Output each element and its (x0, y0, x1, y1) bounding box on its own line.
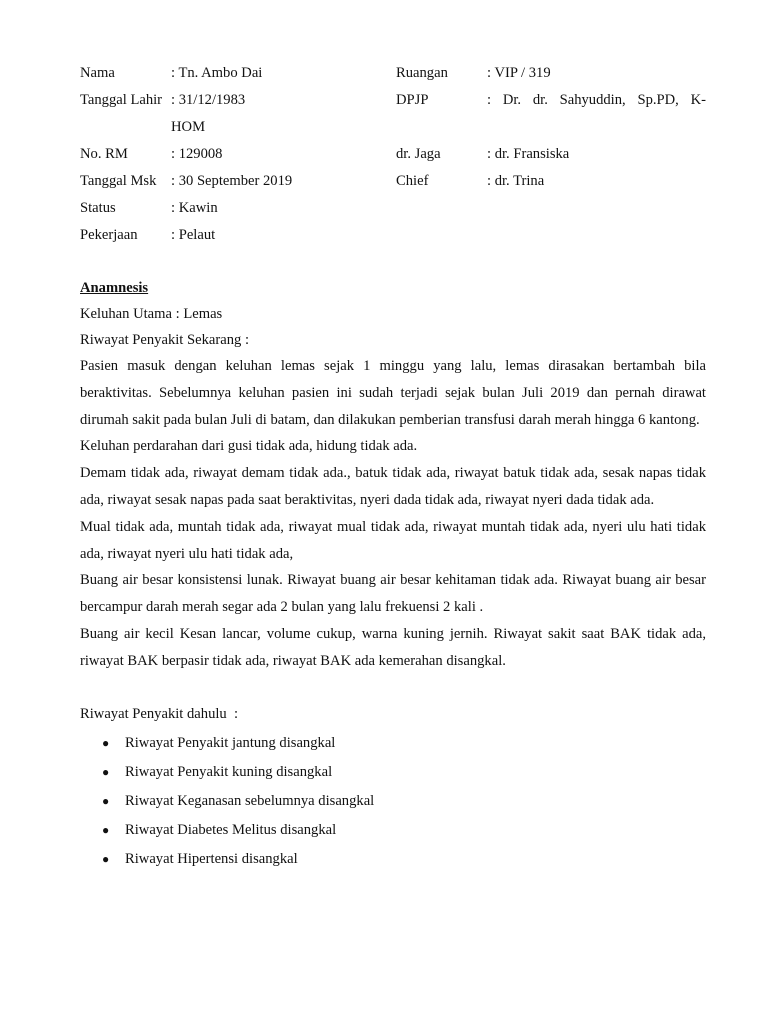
field-value: : Pelaut (171, 227, 216, 243)
patient-identity (80, 60, 706, 250)
field-value: : VIP / 319 (487, 65, 551, 81)
bullet-icon: ● (102, 764, 110, 779)
identity-row-tanggal-masuk (80, 168, 380, 195)
identity-row-status (80, 195, 380, 222)
field-label: Tanggal Lahir (80, 92, 163, 108)
list-item: ● Riwayat Keganasan sebelumnya disangkal (102, 787, 706, 816)
field-label: Pekerjaan (80, 227, 138, 243)
rps-paragraph: Keluhan perdarahan dari gusi tidak ada, hidung tidak ada. (80, 438, 418, 455)
field-value: : 129008 (171, 146, 223, 162)
identity-row-dpjp (396, 87, 706, 114)
rps-paragraph: Mual tidak ada, muntah tidak ada, riwayat mual tidak ada, riwayat muntah tidak ada, nyeri ulu hati tidak ada, riwayat nyeri ulu hati tidak ada, (80, 518, 706, 562)
field-label: No. RM (80, 146, 128, 162)
field-value: : 31/12/1983 (171, 92, 246, 108)
bullet-icon: ● (102, 793, 110, 808)
list-item: ● Riwayat Penyakit kuning disangkal (102, 758, 706, 787)
document-page (80, 60, 706, 874)
field-label: Nama (80, 65, 115, 81)
field-label: Chief (396, 173, 429, 189)
field-value: : dr. Fransiska (487, 146, 570, 162)
field-label: DPJP (396, 92, 429, 108)
field-value: : Tn. Ambo Dai (171, 65, 263, 81)
field-value: : Dr. dr. Sahyuddin, Sp.PD, K- (487, 92, 706, 108)
rps-label: Riwayat Penyakit Sekarang : (80, 332, 250, 348)
identity-row-ruangan (396, 60, 706, 87)
list-item: ● Riwayat Hipertensi disangkal (102, 845, 706, 874)
bullet-icon: ● (102, 822, 110, 837)
identity-row-tanggal-lahir (80, 87, 380, 114)
rps-paragraph: Buang air kecil Kesan lancar, volume cukup, warna kuning jernih. Riwayat sakit saat BAK tidak ada, riwayat BAK berpasir tidak ada, riwayat BAK ada kemerahan disangkal. (80, 625, 706, 669)
rpd-label: Riwayat Penyakit dahulu : (80, 705, 239, 722)
field-label: dr. Jaga (396, 146, 441, 162)
rps-paragraph: Pasien masuk dengan keluhan lemas sejak 1 minggu yang lalu, lemas dirasakan bertambah bila beraktivitas. Sebelumnya keluhan pasien ini sudah terjadi sejak bulan Juli 2019 dan pernah dirawat dirumah sakit pada bulan Juli di batam, dan dilakukan pemberian transfusi darah merah hingga 6 kantong. (80, 358, 706, 428)
identity-row-no-rm (80, 141, 380, 168)
identity-row-chief (396, 168, 706, 195)
field-label: Ruangan (396, 65, 448, 81)
identity-row-blank (396, 114, 706, 141)
identity-row-pekerjaan (80, 222, 380, 249)
bullet-icon: ● (102, 735, 110, 750)
rps-paragraph: Demam tidak ada, riwayat demam tidak ada., batuk tidak ada, riwayat batuk tidak ada, sesak napas tidak ada, riwayat sesak napas pada saat beraktivitas, nyeri dada tidak ada, riwayat nyeri dada tidak ada. (80, 465, 706, 508)
field-label: Status (80, 200, 116, 216)
bullet-icon: ● (102, 851, 110, 866)
list-item: ● Riwayat Diabetes Melitus disangkal (102, 816, 706, 845)
rps-paragraph: Buang air besar konsistensi lunak. Riwayat buang air besar kehitaman tidak ada. Riwayat buang air besar bercampur darah merah segar ada 2 bulan yang lalu frekuensi 2 kali . (80, 572, 706, 616)
dpjp-continuation: HOM (171, 119, 206, 135)
field-value: : dr. Trina (487, 173, 545, 189)
identity-left-column (80, 60, 380, 249)
keluhan-utama: Keluhan Utama : Lemas (80, 306, 223, 322)
identity-row-nama (80, 60, 380, 87)
field-value: : 30 September 2019 (171, 173, 293, 189)
field-value: : Kawin (171, 200, 218, 216)
identity-row-dr-jaga (396, 141, 706, 168)
anamnesis-section (80, 275, 706, 874)
anamnesis-heading: Anamnesis (80, 280, 149, 296)
field-label: Tanggal Msk (80, 173, 157, 189)
rpd-list (80, 729, 706, 874)
identity-right-column (396, 60, 706, 195)
list-item: ● Riwayat Penyakit jantung disangkal (102, 729, 706, 758)
